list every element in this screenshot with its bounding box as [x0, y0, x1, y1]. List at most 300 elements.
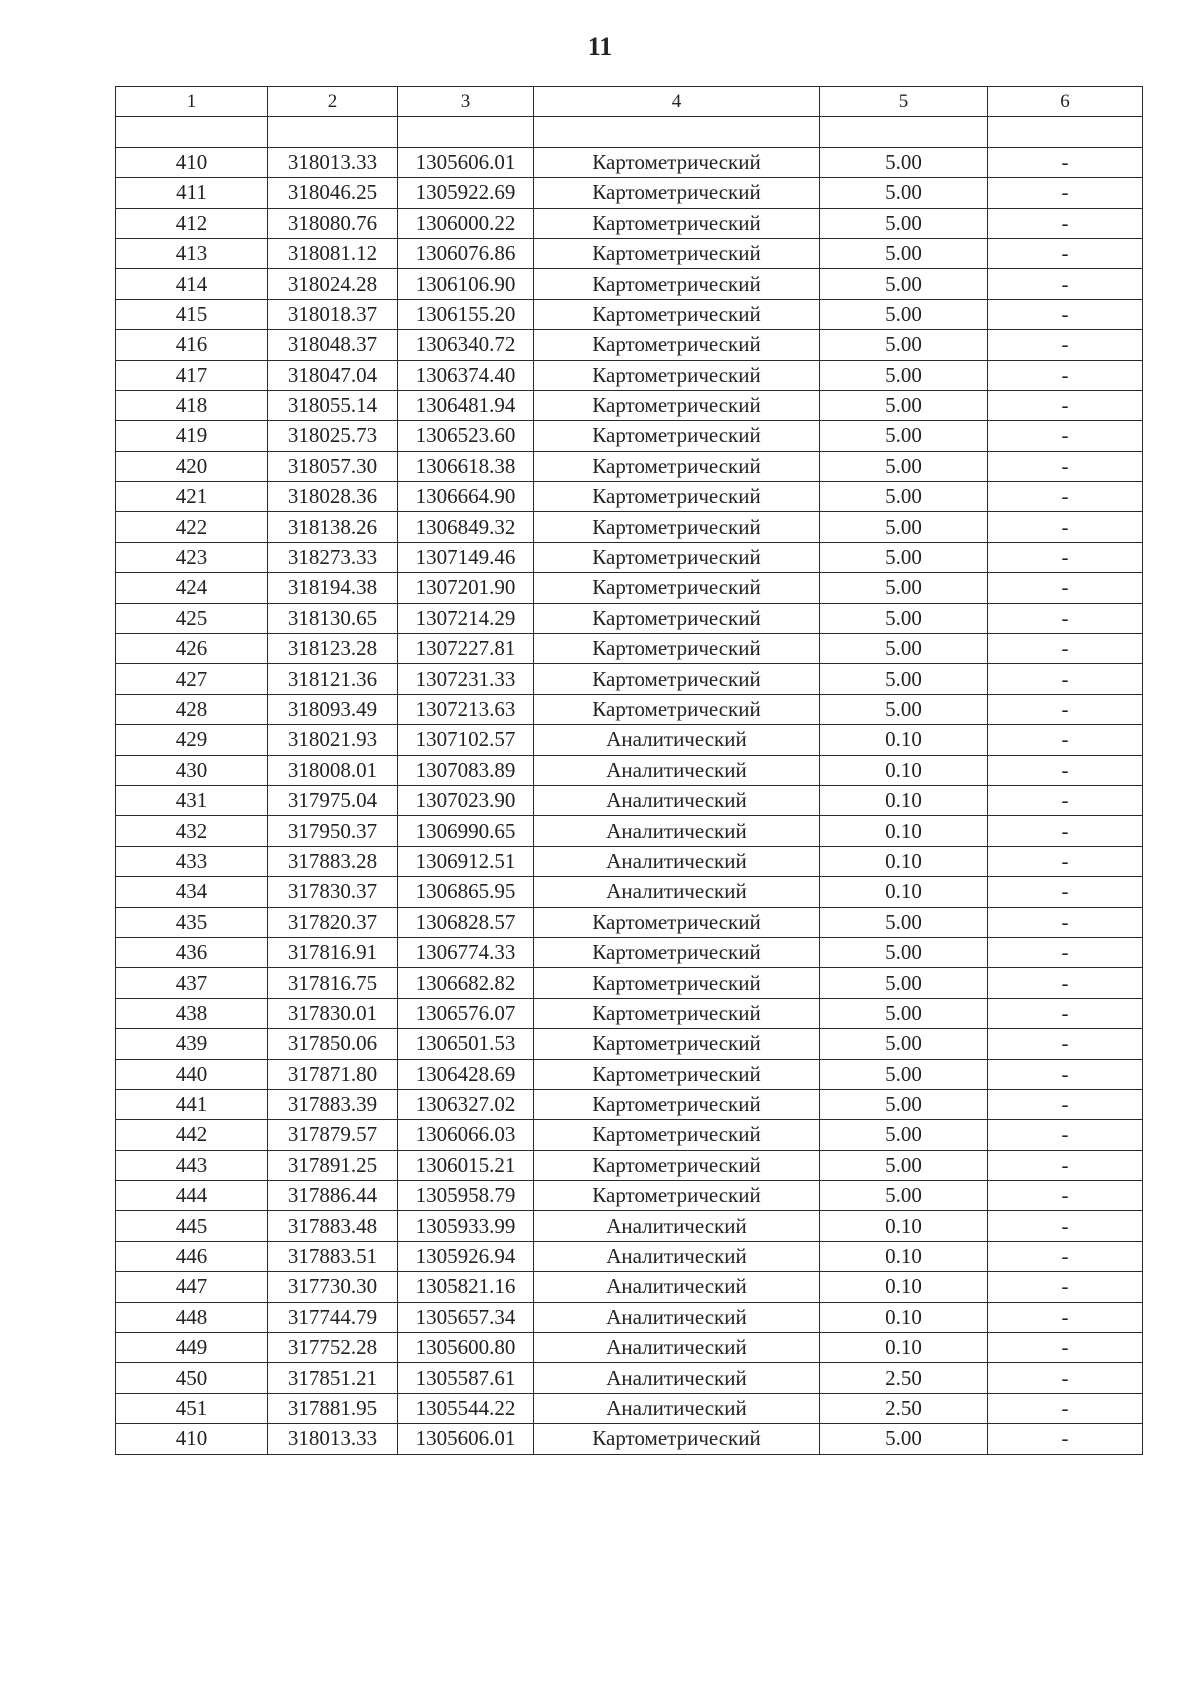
y-coordinate-cell: 1306106.90 — [398, 269, 534, 299]
method-cell: Картометрический — [534, 1059, 820, 1089]
y-coordinate-cell: 1307213.63 — [398, 694, 534, 724]
x-coordinate-cell: 317850.06 — [268, 1029, 398, 1059]
note-cell: - — [988, 1241, 1143, 1271]
x-coordinate-cell: 317851.21 — [268, 1363, 398, 1393]
table-row — [116, 1333, 1143, 1363]
x-coordinate-cell: 318130.65 — [268, 603, 398, 633]
x-coordinate-cell: 318021.93 — [268, 725, 398, 755]
method-cell: Картометрический — [534, 330, 820, 360]
y-coordinate-cell: 1305958.79 — [398, 1181, 534, 1211]
point-number-cell: 433 — [116, 846, 268, 876]
table-row — [116, 1059, 1143, 1089]
x-coordinate-cell: 317883.51 — [268, 1241, 398, 1271]
point-number-cell: 431 — [116, 785, 268, 815]
accuracy-cell: 5.00 — [820, 1059, 988, 1089]
point-number-cell: 419 — [116, 421, 268, 451]
point-number-cell: 422 — [116, 512, 268, 542]
x-coordinate-cell: 317883.48 — [268, 1211, 398, 1241]
accuracy-cell: 5.00 — [820, 147, 988, 177]
method-cell: Картометрический — [534, 360, 820, 390]
accuracy-cell: 5.00 — [820, 330, 988, 360]
table-row — [116, 421, 1143, 451]
method-cell: Картометрический — [534, 451, 820, 481]
table-row — [116, 1302, 1143, 1332]
y-coordinate-cell: 1307201.90 — [398, 573, 534, 603]
accuracy-cell: 5.00 — [820, 542, 988, 572]
x-coordinate-cell: 318138.26 — [268, 512, 398, 542]
point-number-cell: 440 — [116, 1059, 268, 1089]
note-cell: - — [988, 421, 1143, 451]
point-number-cell: 413 — [116, 238, 268, 268]
table-row — [116, 390, 1143, 420]
note-cell: - — [988, 178, 1143, 208]
table-row — [116, 664, 1143, 694]
column-header-1: 1 — [116, 87, 268, 117]
y-coordinate-cell: 1306865.95 — [398, 877, 534, 907]
x-coordinate-cell: 318055.14 — [268, 390, 398, 420]
method-cell: Аналитический — [534, 1211, 820, 1241]
point-number-cell: 444 — [116, 1181, 268, 1211]
method-cell: Аналитический — [534, 785, 820, 815]
table-row — [116, 816, 1143, 846]
y-coordinate-cell: 1307214.29 — [398, 603, 534, 633]
point-number-cell: 441 — [116, 1089, 268, 1119]
point-number-cell: 423 — [116, 542, 268, 572]
method-cell: Аналитический — [534, 1241, 820, 1271]
method-cell: Аналитический — [534, 1272, 820, 1302]
accuracy-cell: 0.10 — [820, 1211, 988, 1241]
x-coordinate-cell — [268, 117, 398, 147]
column-header-6: 6 — [988, 87, 1143, 117]
table-row — [116, 937, 1143, 967]
point-number-cell: 434 — [116, 877, 268, 907]
method-cell: Картометрический — [534, 694, 820, 724]
table-row — [116, 1241, 1143, 1271]
x-coordinate-cell: 318024.28 — [268, 269, 398, 299]
method-cell: Картометрический — [534, 1181, 820, 1211]
point-number-cell: 427 — [116, 664, 268, 694]
accuracy-cell: 5.00 — [820, 269, 988, 299]
method-cell: Картометрический — [534, 573, 820, 603]
column-header-4: 4 — [534, 87, 820, 117]
point-number-cell: 414 — [116, 269, 268, 299]
point-number-cell: 439 — [116, 1029, 268, 1059]
x-coordinate-cell: 318047.04 — [268, 360, 398, 390]
x-coordinate-cell: 317881.95 — [268, 1393, 398, 1423]
point-number-cell: 448 — [116, 1302, 268, 1332]
point-number-cell: 449 — [116, 1333, 268, 1363]
point-number-cell: 443 — [116, 1150, 268, 1180]
accuracy-cell: 5.00 — [820, 512, 988, 542]
y-coordinate-cell: 1305933.99 — [398, 1211, 534, 1241]
table-row — [116, 785, 1143, 815]
accuracy-cell: 0.10 — [820, 1241, 988, 1271]
note-cell: - — [988, 846, 1143, 876]
x-coordinate-cell: 318046.25 — [268, 178, 398, 208]
x-coordinate-cell: 318093.49 — [268, 694, 398, 724]
note-cell: - — [988, 1029, 1143, 1059]
accuracy-cell: 5.00 — [820, 238, 988, 268]
column-header-3: 3 — [398, 87, 534, 117]
accuracy-cell: 5.00 — [820, 603, 988, 633]
method-cell: Картометрический — [534, 147, 820, 177]
accuracy-cell: 5.00 — [820, 1424, 988, 1454]
note-cell: - — [988, 1424, 1143, 1454]
accuracy-cell: 5.00 — [820, 1120, 988, 1150]
note-cell: - — [988, 299, 1143, 329]
method-cell: Аналитический — [534, 1302, 820, 1332]
accuracy-cell: 0.10 — [820, 877, 988, 907]
method-cell: Аналитический — [534, 846, 820, 876]
x-coordinate-cell: 317883.39 — [268, 1089, 398, 1119]
y-coordinate-cell: 1305600.80 — [398, 1333, 534, 1363]
table-row — [116, 1211, 1143, 1241]
accuracy-cell: 0.10 — [820, 1272, 988, 1302]
accuracy-cell: 5.00 — [820, 482, 988, 512]
y-coordinate-cell: 1306849.32 — [398, 512, 534, 542]
note-cell: - — [988, 573, 1143, 603]
point-number-cell: 418 — [116, 390, 268, 420]
note-cell: - — [988, 208, 1143, 238]
y-coordinate-cell: 1307083.89 — [398, 755, 534, 785]
note-cell: - — [988, 725, 1143, 755]
note-cell: - — [988, 785, 1143, 815]
method-cell: Картометрический — [534, 603, 820, 633]
note-cell: - — [988, 998, 1143, 1028]
method-cell: Картометрический — [534, 482, 820, 512]
note-cell: - — [988, 937, 1143, 967]
table-row — [116, 238, 1143, 268]
x-coordinate-cell: 317830.01 — [268, 998, 398, 1028]
method-cell: Картометрический — [534, 998, 820, 1028]
x-coordinate-cell: 318025.73 — [268, 421, 398, 451]
table-row — [116, 1363, 1143, 1393]
accuracy-cell: 0.10 — [820, 785, 988, 815]
accuracy-cell: 5.00 — [820, 1181, 988, 1211]
y-coordinate-cell: 1305606.01 — [398, 147, 534, 177]
accuracy-cell: 5.00 — [820, 968, 988, 998]
accuracy-cell: 0.10 — [820, 1333, 988, 1363]
method-cell: Картометрический — [534, 937, 820, 967]
note-cell: - — [988, 968, 1143, 998]
column-number-row — [116, 87, 1143, 117]
x-coordinate-cell: 318013.33 — [268, 147, 398, 177]
accuracy-cell: 5.00 — [820, 1089, 988, 1119]
note-cell: - — [988, 330, 1143, 360]
method-cell: Аналитический — [534, 1333, 820, 1363]
point-number-cell: 411 — [116, 178, 268, 208]
note-cell: - — [988, 1211, 1143, 1241]
x-coordinate-cell: 318194.38 — [268, 573, 398, 603]
y-coordinate-cell: 1306523.60 — [398, 421, 534, 451]
method-cell: Аналитический — [534, 725, 820, 755]
method-cell: Картометрический — [534, 1120, 820, 1150]
y-coordinate-cell: 1306000.22 — [398, 208, 534, 238]
note-cell: - — [988, 1120, 1143, 1150]
accuracy-cell: 5.00 — [820, 937, 988, 967]
method-cell: Картометрический — [534, 1029, 820, 1059]
point-number-cell: 447 — [116, 1272, 268, 1302]
note-cell: - — [988, 390, 1143, 420]
y-coordinate-cell: 1307149.46 — [398, 542, 534, 572]
y-coordinate-cell: 1305926.94 — [398, 1241, 534, 1271]
point-number-cell: 410 — [116, 1424, 268, 1454]
page-number: 11 — [587, 32, 613, 61]
method-cell: Картометрический — [534, 634, 820, 664]
point-number-cell: 436 — [116, 937, 268, 967]
accuracy-cell: 2.50 — [820, 1393, 988, 1423]
method-cell: Картометрический — [534, 390, 820, 420]
method-cell: Картометрический — [534, 178, 820, 208]
accuracy-cell: 5.00 — [820, 360, 988, 390]
note-cell: - — [988, 451, 1143, 481]
table-row — [116, 542, 1143, 572]
point-number-cell: 446 — [116, 1241, 268, 1271]
note-cell: - — [988, 360, 1143, 390]
y-coordinate-cell: 1306066.03 — [398, 1120, 534, 1150]
y-coordinate-cell: 1306618.38 — [398, 451, 534, 481]
table-row — [116, 1181, 1143, 1211]
y-coordinate-cell: 1306576.07 — [398, 998, 534, 1028]
point-number-cell: 421 — [116, 482, 268, 512]
table-row — [116, 725, 1143, 755]
x-coordinate-cell: 318123.28 — [268, 634, 398, 664]
table-row — [116, 178, 1143, 208]
x-coordinate-cell: 317871.80 — [268, 1059, 398, 1089]
table-row — [116, 1150, 1143, 1180]
y-coordinate-cell: 1306481.94 — [398, 390, 534, 420]
x-coordinate-cell: 318121.36 — [268, 664, 398, 694]
table-row — [116, 846, 1143, 876]
point-number-cell: 412 — [116, 208, 268, 238]
y-coordinate-cell: 1306682.82 — [398, 968, 534, 998]
y-coordinate-cell: 1306501.53 — [398, 1029, 534, 1059]
note-cell: - — [988, 877, 1143, 907]
x-coordinate-cell: 317816.91 — [268, 937, 398, 967]
y-coordinate-cell: 1306076.86 — [398, 238, 534, 268]
y-coordinate-cell: 1305544.22 — [398, 1393, 534, 1423]
method-cell: Картометрический — [534, 512, 820, 542]
note-cell: - — [988, 269, 1143, 299]
accuracy-cell: 5.00 — [820, 299, 988, 329]
y-coordinate-cell: 1307231.33 — [398, 664, 534, 694]
point-number-cell: 451 — [116, 1393, 268, 1423]
y-coordinate-cell: 1306774.33 — [398, 937, 534, 967]
method-cell: Картометрический — [534, 1424, 820, 1454]
table-row — [116, 877, 1143, 907]
accuracy-cell: 5.00 — [820, 208, 988, 238]
x-coordinate-cell: 317820.37 — [268, 907, 398, 937]
method-cell: Аналитический — [534, 816, 820, 846]
table-row — [116, 998, 1143, 1028]
table-row — [116, 1272, 1143, 1302]
table-header — [116, 87, 1143, 117]
table-row — [116, 1029, 1143, 1059]
column-header-2: 2 — [268, 87, 398, 117]
y-coordinate-cell — [398, 117, 534, 147]
accuracy-cell: 2.50 — [820, 1363, 988, 1393]
method-cell: Аналитический — [534, 877, 820, 907]
accuracy-cell: 5.00 — [820, 451, 988, 481]
note-cell: - — [988, 603, 1143, 633]
y-coordinate-cell: 1306155.20 — [398, 299, 534, 329]
point-number-cell: 445 — [116, 1211, 268, 1241]
y-coordinate-cell: 1305657.34 — [398, 1302, 534, 1332]
point-number-cell: 450 — [116, 1363, 268, 1393]
accuracy-cell: 0.10 — [820, 725, 988, 755]
method-cell: Картометрический — [534, 907, 820, 937]
method-cell: Аналитический — [534, 1393, 820, 1423]
point-number-cell: 410 — [116, 147, 268, 177]
x-coordinate-cell: 317879.57 — [268, 1120, 398, 1150]
x-coordinate-cell: 317975.04 — [268, 785, 398, 815]
table-body — [116, 117, 1143, 1454]
y-coordinate-cell: 1306015.21 — [398, 1150, 534, 1180]
note-cell: - — [988, 1059, 1143, 1089]
note-cell: - — [988, 694, 1143, 724]
note-cell: - — [988, 907, 1143, 937]
note-cell: - — [988, 755, 1143, 785]
method-cell: Картометрический — [534, 421, 820, 451]
method-cell: Картометрический — [534, 542, 820, 572]
table-row — [116, 755, 1143, 785]
method-cell: Аналитический — [534, 755, 820, 785]
coordinates-table — [115, 86, 1143, 1455]
note-cell: - — [988, 542, 1143, 572]
x-coordinate-cell: 318028.36 — [268, 482, 398, 512]
x-coordinate-cell: 318008.01 — [268, 755, 398, 785]
method-cell: Аналитический — [534, 1363, 820, 1393]
accuracy-cell: 5.00 — [820, 907, 988, 937]
accuracy-cell: 0.10 — [820, 816, 988, 846]
x-coordinate-cell: 317816.75 — [268, 968, 398, 998]
y-coordinate-cell: 1306327.02 — [398, 1089, 534, 1119]
accuracy-cell: 5.00 — [820, 634, 988, 664]
y-coordinate-cell: 1305587.61 — [398, 1363, 534, 1393]
table-row — [116, 482, 1143, 512]
method-cell: Картометрический — [534, 208, 820, 238]
x-coordinate-cell: 318057.30 — [268, 451, 398, 481]
x-coordinate-cell: 318018.37 — [268, 299, 398, 329]
note-cell: - — [988, 238, 1143, 268]
table-row — [116, 117, 1143, 147]
x-coordinate-cell: 318048.37 — [268, 330, 398, 360]
y-coordinate-cell: 1306428.69 — [398, 1059, 534, 1089]
x-coordinate-cell: 317950.37 — [268, 816, 398, 846]
method-cell: Картометрический — [534, 1150, 820, 1180]
accuracy-cell: 5.00 — [820, 1029, 988, 1059]
y-coordinate-cell: 1306912.51 — [398, 846, 534, 876]
accuracy-cell: 0.10 — [820, 1302, 988, 1332]
note-cell: - — [988, 664, 1143, 694]
note-cell: - — [988, 1150, 1143, 1180]
accuracy-cell: 5.00 — [820, 390, 988, 420]
point-number-cell: 415 — [116, 299, 268, 329]
note-cell: - — [988, 1363, 1143, 1393]
table-row — [116, 1120, 1143, 1150]
note-cell: - — [988, 1272, 1143, 1302]
column-header-5: 5 — [820, 87, 988, 117]
table-row — [116, 603, 1143, 633]
x-coordinate-cell: 317752.28 — [268, 1333, 398, 1363]
y-coordinate-cell: 1307023.90 — [398, 785, 534, 815]
accuracy-cell: 0.10 — [820, 846, 988, 876]
accuracy-cell: 5.00 — [820, 664, 988, 694]
point-number-cell — [116, 117, 268, 147]
y-coordinate-cell: 1306374.40 — [398, 360, 534, 390]
note-cell: - — [988, 1181, 1143, 1211]
point-number-cell: 425 — [116, 603, 268, 633]
y-coordinate-cell: 1307227.81 — [398, 634, 534, 664]
x-coordinate-cell: 318081.12 — [268, 238, 398, 268]
point-number-cell: 435 — [116, 907, 268, 937]
point-number-cell: 420 — [116, 451, 268, 481]
note-cell: - — [988, 147, 1143, 177]
table-row — [116, 968, 1143, 998]
table-row — [116, 299, 1143, 329]
note-cell: - — [988, 1393, 1143, 1423]
table-row — [116, 512, 1143, 542]
x-coordinate-cell: 317744.79 — [268, 1302, 398, 1332]
table-row — [116, 451, 1143, 481]
table-row — [116, 634, 1143, 664]
y-coordinate-cell: 1306664.90 — [398, 482, 534, 512]
table-row — [116, 1393, 1143, 1423]
point-number-cell: 432 — [116, 816, 268, 846]
table-row — [116, 269, 1143, 299]
x-coordinate-cell: 318080.76 — [268, 208, 398, 238]
method-cell — [534, 117, 820, 147]
table-row — [116, 360, 1143, 390]
point-number-cell: 426 — [116, 634, 268, 664]
y-coordinate-cell: 1306828.57 — [398, 907, 534, 937]
point-number-cell: 442 — [116, 1120, 268, 1150]
y-coordinate-cell: 1306990.65 — [398, 816, 534, 846]
note-cell: - — [988, 1089, 1143, 1119]
table-row — [116, 208, 1143, 238]
y-coordinate-cell: 1307102.57 — [398, 725, 534, 755]
point-number-cell: 437 — [116, 968, 268, 998]
y-coordinate-cell: 1305606.01 — [398, 1424, 534, 1454]
method-cell: Картометрический — [534, 238, 820, 268]
point-number-cell: 428 — [116, 694, 268, 724]
note-cell: - — [988, 634, 1143, 664]
method-cell: Картометрический — [534, 1089, 820, 1119]
method-cell: Картометрический — [534, 299, 820, 329]
x-coordinate-cell: 317886.44 — [268, 1181, 398, 1211]
point-number-cell: 430 — [116, 755, 268, 785]
accuracy-cell: 5.00 — [820, 421, 988, 451]
accuracy-cell — [820, 117, 988, 147]
x-coordinate-cell: 318273.33 — [268, 542, 398, 572]
note-cell: - — [988, 1333, 1143, 1363]
accuracy-cell: 5.00 — [820, 573, 988, 603]
table-row — [116, 330, 1143, 360]
accuracy-cell: 0.10 — [820, 755, 988, 785]
x-coordinate-cell: 318013.33 — [268, 1424, 398, 1454]
table-row — [116, 1089, 1143, 1119]
table-row — [116, 1424, 1143, 1454]
x-coordinate-cell: 317883.28 — [268, 846, 398, 876]
x-coordinate-cell: 317830.37 — [268, 877, 398, 907]
table-row — [116, 907, 1143, 937]
note-cell: - — [988, 816, 1143, 846]
y-coordinate-cell: 1305922.69 — [398, 178, 534, 208]
point-number-cell: 416 — [116, 330, 268, 360]
point-number-cell: 417 — [116, 360, 268, 390]
table-row — [116, 147, 1143, 177]
table-row — [116, 573, 1143, 603]
